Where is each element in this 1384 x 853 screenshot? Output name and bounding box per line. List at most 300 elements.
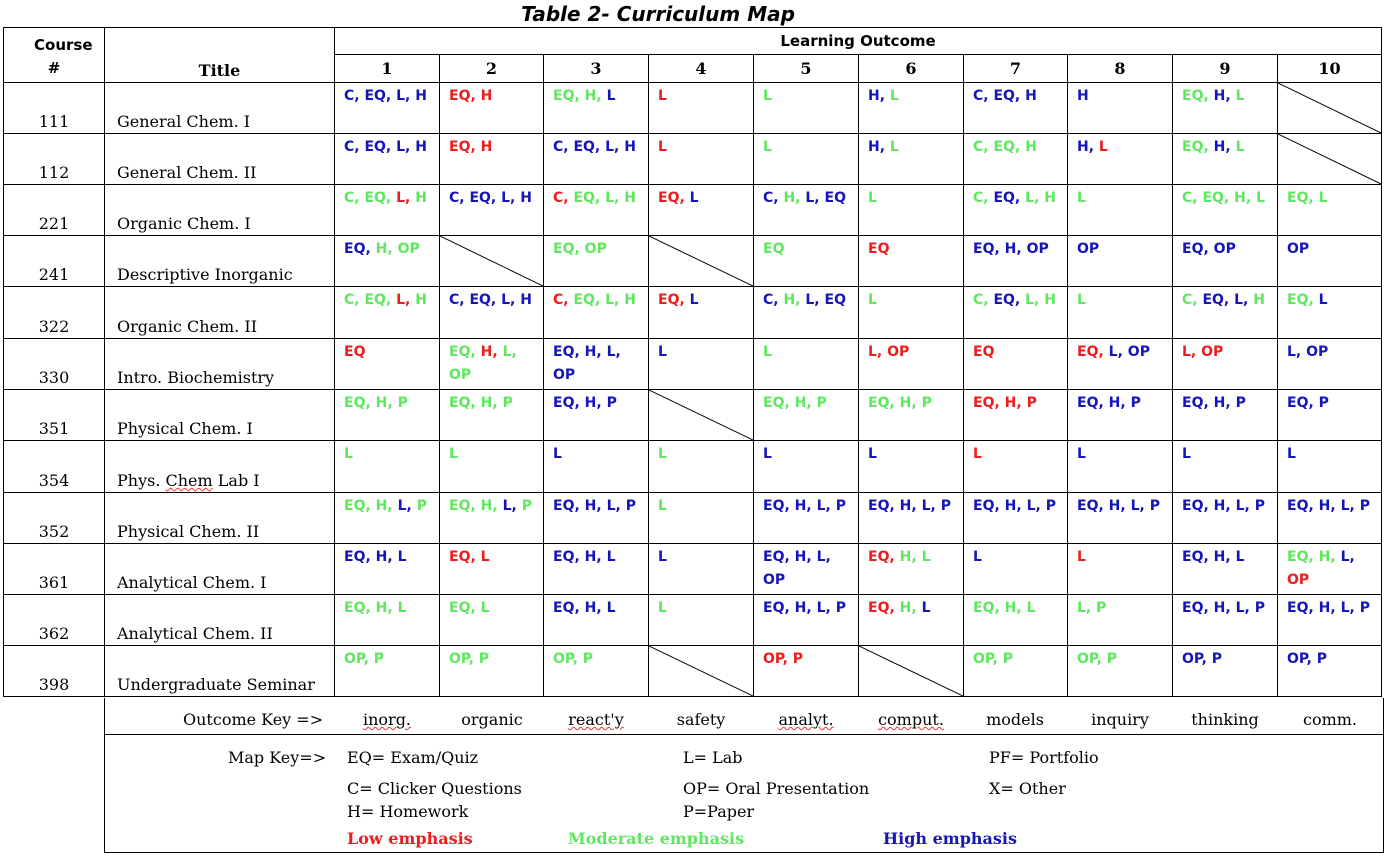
assessment-code: L	[1182, 446, 1191, 462]
assessment-code: P	[1130, 395, 1141, 411]
assessment-code: H,	[584, 549, 607, 565]
assessment-code: H	[415, 139, 427, 155]
assessment-code: EQ,	[868, 498, 900, 514]
outcome-cell	[1173, 595, 1278, 646]
outcome-cell	[1173, 185, 1278, 236]
outcome-cell	[1068, 185, 1173, 236]
assessment-code: L,	[605, 139, 625, 155]
assessment-code: H,	[480, 395, 503, 411]
assessment-code: EQ,	[763, 600, 795, 616]
assessment-code: L	[973, 549, 982, 565]
assessment-code: EQ,	[553, 498, 585, 514]
outcome-number-5: 5	[754, 55, 859, 83]
assessment-code: P	[1359, 498, 1370, 514]
outcome-cell	[1068, 595, 1173, 646]
high-emphasis-legend: High emphasis	[883, 829, 1017, 848]
map-key-p: P=Paper	[683, 802, 755, 821]
outcome-cell	[964, 544, 1068, 595]
assessment-code: H	[1025, 139, 1037, 155]
outcome-cell	[1278, 339, 1382, 390]
course-title: Analytical Chem. I	[105, 544, 335, 595]
assessment-code: P	[1096, 600, 1107, 616]
assessment-code: H,	[1213, 600, 1236, 616]
assessment-code: EQ,	[573, 292, 606, 308]
outcome-cell	[335, 185, 440, 236]
outcome-cell	[1173, 236, 1278, 287]
assessment-code: OP,	[1077, 651, 1107, 667]
course-number: 351	[4, 390, 105, 441]
course-number: 112	[4, 134, 105, 185]
outcome-cell	[1068, 441, 1173, 493]
assessment-code: EQ,	[868, 549, 900, 565]
assessment-code: H	[624, 292, 636, 308]
assessment-code: L	[658, 600, 667, 616]
course-title: Phys. Chem Lab I	[105, 441, 335, 493]
assessment-code: L	[889, 88, 899, 104]
assessment-code: L	[763, 344, 772, 360]
assessment-code: L,	[606, 498, 626, 514]
outcome-cell	[544, 493, 649, 544]
assessment-code: EQ,	[553, 88, 585, 104]
assessment-code: L	[868, 446, 877, 462]
assessment-code: L,	[502, 498, 522, 514]
assessment-code: EQ,	[344, 600, 376, 616]
assessment-code: L,	[605, 292, 625, 308]
assessment-code: EQ,	[449, 344, 481, 360]
assessment-code: EQ,	[658, 190, 690, 206]
assessment-code: L,	[1130, 498, 1150, 514]
assessment-code: L	[763, 88, 772, 104]
moderate-emphasis-legend: Moderate emphasis	[568, 829, 745, 848]
assessment-code: EQ	[763, 241, 785, 257]
outcome-number-3: 3	[544, 55, 649, 83]
course-title: Intro. Biochemistry	[105, 339, 335, 390]
assessment-code: C,	[973, 292, 994, 308]
assessment-code: OP	[1213, 241, 1236, 257]
assessment-code: EQ	[824, 292, 846, 308]
course-title: Physical Chem. I	[105, 390, 335, 441]
assessment-code: P	[792, 651, 804, 667]
outcome-key-item: analyt.	[778, 710, 834, 729]
assessment-code: OP	[1077, 241, 1100, 257]
table-row	[4, 646, 1382, 697]
map-key-pf: PF= Portfolio	[989, 748, 1099, 767]
assessment-code: C,	[449, 292, 470, 308]
assessment-code: P	[1002, 651, 1014, 667]
assessment-code: H,	[899, 498, 922, 514]
assessment-code: L	[1077, 446, 1086, 462]
assessment-code: L	[658, 139, 667, 155]
assessment-code: EQ	[344, 344, 366, 360]
assessment-code: H	[1077, 88, 1089, 104]
assessment-code: L	[658, 446, 667, 462]
assessment-code: EQ,	[868, 600, 900, 616]
diagonal-strike	[440, 236, 543, 286]
assessment-code: EQ,	[553, 241, 585, 257]
outcome-cell	[1173, 83, 1278, 134]
assessment-code: P	[606, 395, 617, 411]
assessment-code: L	[658, 549, 667, 565]
outcome-cell	[859, 134, 964, 185]
table-row	[4, 493, 1382, 544]
assessment-code: EQ,	[658, 292, 690, 308]
assessment-code: C,	[973, 88, 994, 104]
assessment-code: L,	[816, 600, 836, 616]
map-key-label: Map Key=>	[228, 748, 327, 767]
assessment-code: OP	[1287, 241, 1310, 257]
outcome-key-item: models	[986, 710, 1044, 729]
outcome-cell	[754, 185, 859, 236]
empty-cell	[1278, 83, 1382, 134]
outcome-cell	[649, 595, 754, 646]
outcome-cell	[1173, 134, 1278, 185]
course-title: Undergraduate Seminar	[105, 646, 335, 697]
outcome-cell	[964, 595, 1068, 646]
assessment-code: P	[625, 498, 636, 514]
assessment-code: P	[397, 395, 408, 411]
assessment-code: EQ,	[364, 88, 397, 104]
outcome-cell	[754, 493, 859, 544]
outcome-cell	[754, 134, 859, 185]
assessment-code: L,	[1340, 549, 1355, 565]
map-key-op: OP= Oral Presentation	[683, 779, 870, 798]
assessment-code: EQ,	[1202, 292, 1235, 308]
outcome-cell	[649, 441, 754, 493]
outcome-cell	[964, 83, 1068, 134]
assessment-code: C,	[344, 88, 365, 104]
course-title: Organic Chem. I	[105, 185, 335, 236]
assessment-code: L	[658, 88, 667, 104]
assessment-code: H	[415, 190, 427, 206]
assessment-code: L	[921, 549, 931, 565]
assessment-code: OP	[1127, 344, 1150, 360]
outcome-cell	[335, 83, 440, 134]
assessment-code: L,	[501, 190, 521, 206]
assessment-code: EQ,	[1182, 395, 1214, 411]
course-number: 330	[4, 339, 105, 390]
assessment-code: L,	[396, 292, 416, 308]
assessment-code: L	[689, 190, 699, 206]
assessment-code: H	[1025, 88, 1037, 104]
assessment-code: EQ,	[449, 395, 481, 411]
assessment-code: H,	[375, 498, 398, 514]
assessment-code: L,	[868, 344, 888, 360]
assessment-code: L,	[397, 498, 417, 514]
assessment-code: H,	[1318, 498, 1341, 514]
assessment-code: H,	[1108, 395, 1131, 411]
outcome-cell	[1278, 287, 1382, 339]
assessment-code: H,	[899, 549, 922, 565]
outcome-cell	[1068, 390, 1173, 441]
assessment-code: P	[835, 600, 846, 616]
outcome-cell	[544, 236, 649, 287]
course-number-header: Course #	[4, 28, 105, 83]
assessment-code: OP	[449, 367, 472, 383]
outcome-cell	[544, 287, 649, 339]
outcome-cell	[544, 646, 649, 697]
course-title: Physical Chem. II	[105, 493, 335, 544]
course-number: 111	[4, 83, 105, 134]
diagonal-strike	[1278, 134, 1381, 184]
assessment-code: EQ,	[763, 549, 795, 565]
assessment-code: H,	[1213, 395, 1236, 411]
assessment-code: L	[658, 498, 667, 514]
assessment-code: EQ,	[553, 344, 585, 360]
outcome-cell	[544, 339, 649, 390]
assessment-code: P	[582, 651, 594, 667]
outcome-cell	[1278, 441, 1382, 493]
assessment-code: L	[1235, 139, 1245, 155]
outcome-cell	[964, 390, 1068, 441]
assessment-code: OP	[553, 367, 576, 383]
outcome-cell	[964, 134, 1068, 185]
assessment-code: L,	[605, 190, 625, 206]
course-title: Analytical Chem. II	[105, 595, 335, 646]
assessment-code: EQ,	[364, 292, 397, 308]
assessment-code: L,	[396, 139, 416, 155]
outcome-key-item: inorg.	[362, 710, 412, 729]
assessment-code: L	[763, 139, 772, 155]
table-row	[4, 236, 1382, 287]
assessment-code: C,	[763, 292, 784, 308]
assessment-code: EQ,	[1287, 600, 1319, 616]
assessment-code: L,	[1235, 600, 1255, 616]
assessment-code: P	[1254, 498, 1265, 514]
course-title: General Chem. II	[105, 134, 335, 185]
assessment-code: H	[1044, 190, 1056, 206]
outcome-cell	[754, 646, 859, 697]
outcome-number-8: 8	[1068, 55, 1173, 83]
assessment-code: EQ,	[993, 139, 1026, 155]
assessment-code: OP,	[973, 651, 1003, 667]
assessment-code: L,	[1340, 600, 1360, 616]
assessment-code: EQ,	[1202, 190, 1235, 206]
outcome-number-4: 4	[649, 55, 754, 83]
key-section	[104, 698, 1384, 853]
assessment-code: L	[1026, 600, 1036, 616]
outcome-cell	[1278, 185, 1382, 236]
assessment-code: L	[449, 446, 458, 462]
assessment-code: L	[397, 549, 407, 565]
assessment-code: EQ,	[763, 395, 795, 411]
map-key-h: H= Homework	[347, 802, 469, 821]
table-row	[4, 544, 1382, 595]
assessment-code: C,	[553, 190, 574, 206]
assessment-code: H,	[1213, 549, 1236, 565]
outcome-cell	[1173, 493, 1278, 544]
outcome-cell	[440, 544, 544, 595]
assessment-code: H,	[375, 241, 398, 257]
outcome-cell	[440, 493, 544, 544]
assessment-code: OP,	[1287, 651, 1317, 667]
outcome-key-item: comput.	[878, 710, 944, 729]
assessment-code: EQ,	[763, 498, 795, 514]
outcome-cell	[754, 83, 859, 134]
assessment-code: OP,	[553, 651, 583, 667]
empty-cell	[859, 646, 964, 697]
assessment-code: L,	[816, 498, 836, 514]
assessment-code: L	[889, 139, 899, 155]
outcome-cell	[859, 493, 964, 544]
outcome-cell	[440, 134, 544, 185]
assessment-code: EQ,	[364, 139, 397, 155]
assessment-code: L,	[606, 344, 621, 360]
empty-cell	[649, 646, 754, 697]
assessment-code: EQ,	[993, 292, 1026, 308]
assessment-code: L	[1256, 190, 1265, 206]
assessment-code: H	[520, 292, 532, 308]
assessment-code: P	[816, 395, 827, 411]
diagonal-strike	[649, 390, 753, 440]
outcome-cell	[335, 441, 440, 493]
assessment-code: OP	[1201, 344, 1224, 360]
assessment-code: L	[1098, 139, 1108, 155]
course-title: Descriptive Inorganic	[105, 236, 335, 287]
assessment-code: L	[553, 446, 562, 462]
assessment-code: H	[480, 139, 493, 155]
outcome-cell	[859, 236, 964, 287]
outcome-cell	[335, 544, 440, 595]
outcome-cell	[1278, 493, 1382, 544]
assessment-code: L,	[1108, 344, 1128, 360]
assessment-code: H,	[899, 600, 922, 616]
outcome-cell	[1173, 390, 1278, 441]
assessment-code: L,	[816, 549, 831, 565]
course-title: General Chem. I	[105, 83, 335, 134]
assessment-code: L,	[1234, 292, 1254, 308]
table-row	[4, 134, 1382, 185]
empty-cell	[440, 236, 544, 287]
assessment-code: H,	[584, 344, 607, 360]
assessment-code: EQ,	[1182, 498, 1214, 514]
assessment-code: L	[689, 292, 699, 308]
outcome-cell	[1068, 287, 1173, 339]
outcome-cell	[649, 185, 754, 236]
assessment-code: C,	[973, 190, 994, 206]
assessment-code: EQ,	[364, 190, 397, 206]
outcome-cell	[964, 441, 1068, 493]
assessment-code: OP	[1026, 241, 1049, 257]
assessment-code: OP	[1287, 572, 1310, 588]
assessment-code: L	[658, 344, 667, 360]
assessment-code: L,	[1235, 498, 1255, 514]
assessment-code: EQ,	[449, 549, 481, 565]
outcome-cell	[1173, 544, 1278, 595]
outcome-cell	[335, 339, 440, 390]
outcome-number-9: 9	[1173, 55, 1278, 83]
assessment-code: P	[1149, 498, 1160, 514]
assessment-code: OP	[1306, 344, 1329, 360]
outcome-cell	[440, 287, 544, 339]
empty-cell	[1278, 134, 1382, 185]
assessment-code: C,	[553, 292, 574, 308]
outcome-key-item: comm.	[1302, 710, 1358, 729]
assessment-code: L	[973, 446, 982, 462]
table-row	[4, 595, 1382, 646]
assessment-code: H,	[1004, 241, 1027, 257]
outcome-cell	[335, 646, 440, 697]
assessment-code: EQ,	[1182, 88, 1214, 104]
assessment-code: L	[763, 446, 772, 462]
outcome-cell	[1068, 493, 1173, 544]
outcome-cell	[754, 390, 859, 441]
assessment-code: H,	[899, 395, 922, 411]
assessment-code: L	[1287, 446, 1296, 462]
course-number: 362	[4, 595, 105, 646]
outcome-cell	[754, 287, 859, 339]
outcome-number-7: 7	[964, 55, 1068, 83]
assessment-code: L	[606, 88, 616, 104]
table-row	[4, 83, 1382, 134]
assessment-code: EQ,	[1182, 241, 1214, 257]
assessment-code: L,	[1182, 344, 1202, 360]
assessment-code: L	[921, 600, 931, 616]
assessment-code: H,	[584, 395, 607, 411]
outcome-number-10: 10	[1278, 55, 1382, 83]
outcome-cell	[335, 134, 440, 185]
table-row	[4, 390, 1382, 441]
assessment-code: C,	[449, 190, 470, 206]
outcome-cell	[440, 441, 544, 493]
assessment-code: P	[1254, 600, 1265, 616]
outcome-key-item: safety	[676, 710, 726, 729]
assessment-code: OP	[584, 241, 607, 257]
diagonal-strike	[859, 646, 963, 696]
outcome-cell	[335, 236, 440, 287]
assessment-code: EQ,	[993, 88, 1026, 104]
assessment-code: L,	[805, 190, 825, 206]
assessment-code: OP	[887, 344, 910, 360]
assessment-code: P	[1318, 395, 1329, 411]
assessment-code: L,	[396, 190, 416, 206]
assessment-code: L	[397, 600, 407, 616]
diagonal-strike	[649, 236, 753, 286]
outcome-cell	[1068, 544, 1173, 595]
assessment-code: OP,	[1182, 651, 1212, 667]
table-row	[4, 185, 1382, 236]
outcome-cell	[1068, 134, 1173, 185]
outcome-cell	[1278, 390, 1382, 441]
assessment-code: H,	[480, 344, 503, 360]
curriculum-map-table	[3, 27, 1382, 697]
outcome-cell	[1278, 595, 1382, 646]
outcome-cell	[1278, 544, 1382, 595]
assessment-code: L	[1235, 88, 1245, 104]
assessment-code: P	[478, 651, 490, 667]
outcome-cell	[754, 236, 859, 287]
assessment-code: P	[1026, 395, 1037, 411]
assessment-code: EQ	[973, 344, 995, 360]
assessment-code: P	[416, 498, 427, 514]
assessment-code: OP	[397, 241, 420, 257]
assessment-code: H,	[794, 549, 817, 565]
outcome-number-1: 1	[335, 55, 440, 83]
assessment-code: L	[606, 600, 616, 616]
assessment-code: OP,	[449, 651, 479, 667]
outcome-key-item: react'y	[568, 710, 624, 729]
assessment-code: EQ,	[449, 600, 481, 616]
assessment-code: EQ,	[993, 190, 1026, 206]
outcome-cell	[964, 493, 1068, 544]
assessment-code: EQ,	[868, 395, 900, 411]
assessment-code: H,	[794, 395, 817, 411]
assessment-code: H,	[1213, 88, 1236, 104]
outcome-cell	[859, 441, 964, 493]
outcome-cell	[440, 185, 544, 236]
outcome-cell	[649, 493, 754, 544]
outcome-cell	[859, 544, 964, 595]
assessment-code: P	[835, 498, 846, 514]
